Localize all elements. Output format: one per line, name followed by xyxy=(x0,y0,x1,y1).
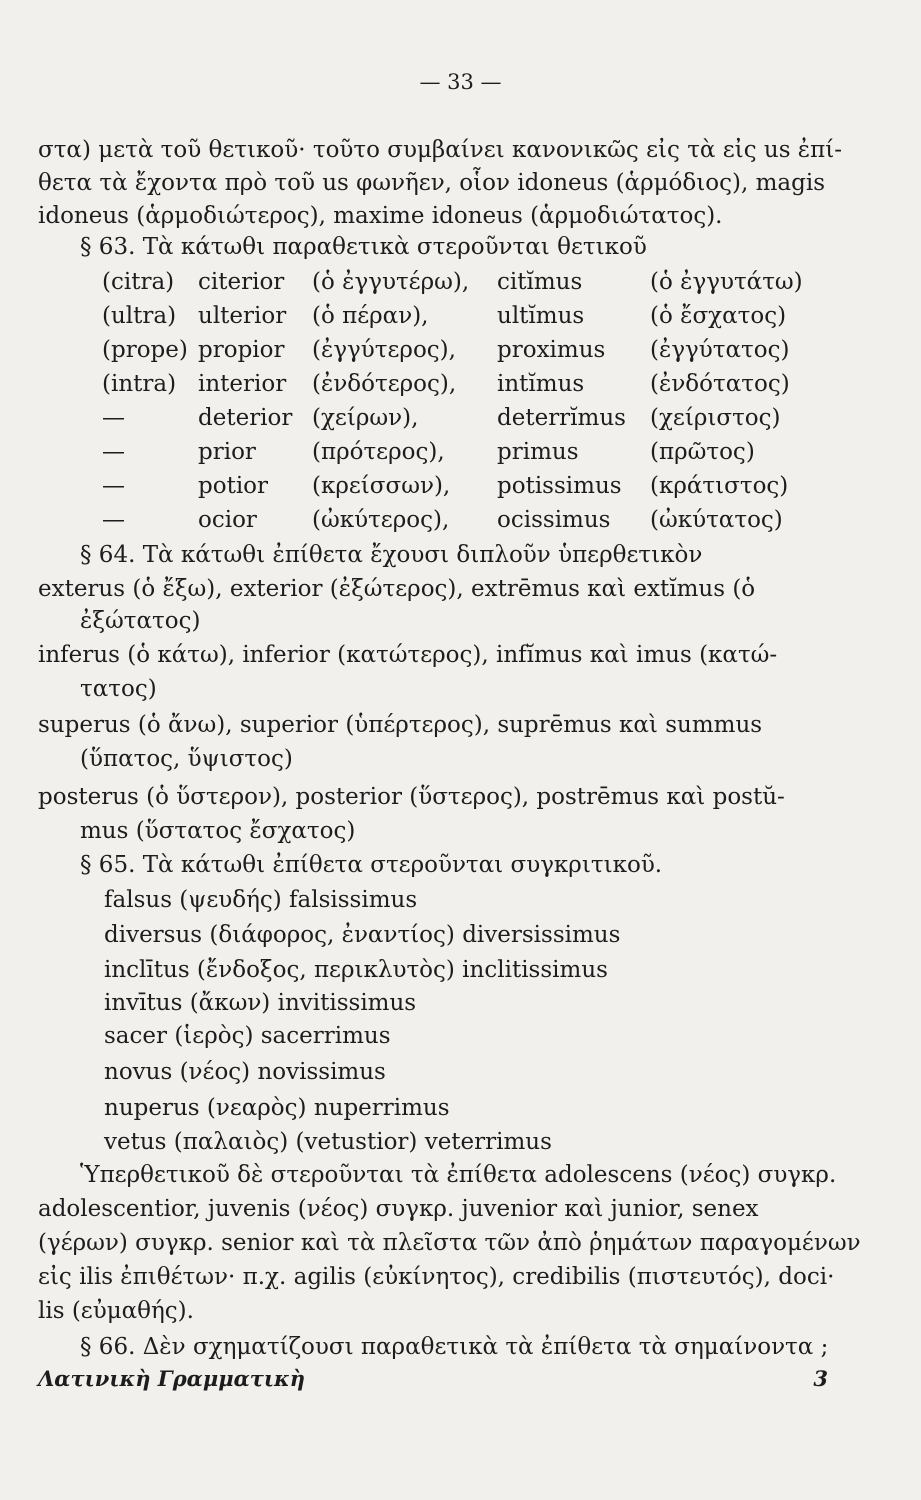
superlative-cell: intĭmus xyxy=(497,371,585,397)
comparative-cell: citerior xyxy=(198,269,285,295)
comparative-greek-cell: (κρείσσων), xyxy=(312,473,451,499)
superlative-cell: proximus xyxy=(497,337,606,363)
comparative-cell: deterior xyxy=(198,405,293,431)
section-64-heading: § 64. Τὰ κάτωθι ἐπίθετα ἔχουσι διπλοῦν ὑπερθετικὸν xyxy=(80,542,703,568)
adverb-cell: (prope) xyxy=(102,337,188,363)
table-row xyxy=(102,266,842,298)
footer-title: Λατινικὴ Γραμματικὴ xyxy=(38,1366,306,1391)
adverb-cell: — xyxy=(102,507,125,533)
table-row xyxy=(102,504,842,536)
comparative-cell: ulterior xyxy=(198,303,287,329)
list-item: invītus (ἄκων) invitissimus xyxy=(104,990,417,1016)
adverb-cell: — xyxy=(102,405,125,431)
adverb-cell: — xyxy=(102,473,125,499)
comparative-greek-cell: (πρότερος), xyxy=(312,439,445,465)
list-item: diversus (διάφορος, ἐναντίος) diversissimus xyxy=(104,922,621,948)
superlative-greek-cell: (πρῶτος) xyxy=(650,439,755,465)
comparative-cell: ocior xyxy=(198,507,257,533)
comparative-greek-cell: (χείρων), xyxy=(312,405,419,431)
text-line: Ὑπερθετικοῦ δὲ στεροῦνται τὰ ἐπίθετα adolescens (νέος) συγκρ. xyxy=(80,1162,837,1188)
text-line: lis (εὐμαθής). xyxy=(38,1298,194,1324)
superlative-greek-cell: (ὁ ἐγγυτάτω) xyxy=(650,269,803,295)
adverb-cell: (ultra) xyxy=(102,303,177,329)
list-item: novus (νέος) novissimus xyxy=(104,1059,386,1085)
superlative-greek-cell: (ὠκύτατος) xyxy=(650,507,783,533)
superlative-cell: potissimus xyxy=(497,473,622,499)
text-line: inferus (ὁ κάτω), inferior (κατώτερος), infĭmus καὶ imus (κατώ- xyxy=(38,642,778,668)
text-line: posterus (ὁ ὕστερον), posterior (ὕστερος), postrēmus καὶ postŭ- xyxy=(38,784,785,810)
superlative-cell: deterrĭmus xyxy=(497,405,626,431)
superlative-cell: ultĭmus xyxy=(497,303,585,329)
comparative-cell: propior xyxy=(198,337,285,363)
text-line: εἰς ilis ἐπιθέτων· π.χ. agilis (εὐκίνητος), credibilis (πιστευτός), doci· xyxy=(38,1264,835,1290)
text-line: τατος) xyxy=(80,676,157,702)
list-item: nuperus (νεαρὸς) nuperrimus xyxy=(104,1095,450,1121)
text-line: idoneus (ἁρμοδιώτερος), maxime idoneus (ἁρμοδιώτατος). xyxy=(38,203,723,229)
signature-mark: 3 xyxy=(813,1366,828,1391)
page-footer xyxy=(38,1366,858,1396)
superlative-greek-cell: (ἐνδότατος) xyxy=(650,371,790,397)
page-number: — 33 — xyxy=(419,70,502,94)
superlative-greek-cell: (ἐγγύτατος) xyxy=(650,337,790,363)
text-line: ἐξώτατος) xyxy=(80,608,201,634)
comparative-cell: prior xyxy=(198,439,256,465)
superlative-cell: citĭmus xyxy=(497,269,583,295)
section-63-heading: § 63. Τὰ κάτωθι παραθετικὰ στεροῦνται θετικοῦ xyxy=(80,234,647,260)
section-65-heading: § 65. Τὰ κάτωθι ἐπίθετα στεροῦνται συγκριτικοῦ. xyxy=(80,852,663,878)
table-row xyxy=(102,368,842,400)
text-line: (γέρων) συγκρ. senior καὶ τὰ πλεῖστα τῶν ἀπὸ ῥημάτων παραγομένων xyxy=(38,1230,861,1256)
table-row xyxy=(102,300,842,332)
table-row xyxy=(102,402,842,434)
table-row xyxy=(102,436,842,468)
superlative-greek-cell: (χείριστος) xyxy=(650,405,781,431)
text-line: θετα τὰ ἔχοντα πρὸ τοῦ us φωνῆεν, οἷον idoneus (ἁρμόδιος), magis xyxy=(38,170,825,196)
comparative-greek-cell: (ἐγγύτερος), xyxy=(312,337,456,363)
text-line: adolescentior, juvenis (νέος) συγκρ. juvenior καὶ junior, senex xyxy=(38,1196,759,1222)
text-line: στα) μετὰ τοῦ θετικοῦ· τοῦτο συμβαίνει κανονικῶς εἰς τὰ εἰς us ἐπί- xyxy=(38,137,843,163)
text-line: exterus (ὁ ἔξω), exterior (ἐξώτερος), extrēmus καὶ extĭmus (ὁ xyxy=(38,576,756,602)
comparative-cell: potior xyxy=(198,473,269,499)
table-row xyxy=(102,470,842,502)
list-item: sacer (ἱερὸς) sacerrimus xyxy=(104,1023,391,1049)
section-66-heading: § 66. Δὲν σχηματίζουσι παραθετικὰ τὰ ἐπίθετα τὰ σημαίνοντα ; xyxy=(80,1334,829,1360)
superlative-cell: ocissimus xyxy=(497,507,611,533)
superlative-cell: primus xyxy=(497,439,579,465)
comparative-greek-cell: (ἐνδότερος), xyxy=(312,371,457,397)
adverb-cell: — xyxy=(102,439,125,465)
adverb-cell: (intra) xyxy=(102,371,177,397)
text-line: (ὕπατος, ὕψιστος) xyxy=(80,746,293,772)
adverb-cell: (citra) xyxy=(102,269,175,295)
text-line: superus (ὁ ἄνω), superior (ὑπέρτερος), suprēmus καὶ summus xyxy=(38,712,763,738)
comparative-greek-cell: (ὁ πέραν), xyxy=(312,303,429,329)
comparative-cell: interior xyxy=(198,371,287,397)
superlative-greek-cell: (κράτιστος) xyxy=(650,473,789,499)
comparative-greek-cell: (ὁ ἐγγυτέρω), xyxy=(312,269,470,295)
list-item: falsus (ψευδής) falsissimus xyxy=(104,887,418,913)
text-line: mus (ὕστατος ἔσχατος) xyxy=(80,818,356,844)
comparative-greek-cell: (ὠκύτερος), xyxy=(312,507,450,533)
list-item: vetus (παλαιὸς) (vetustior) veterrimus xyxy=(104,1129,552,1155)
superlative-greek-cell: (ὁ ἔσχατος) xyxy=(650,303,787,329)
list-item: inclītus (ἔνδοξος, περικλυτὸς) inclitissimus xyxy=(104,957,608,983)
table-row xyxy=(102,334,842,366)
